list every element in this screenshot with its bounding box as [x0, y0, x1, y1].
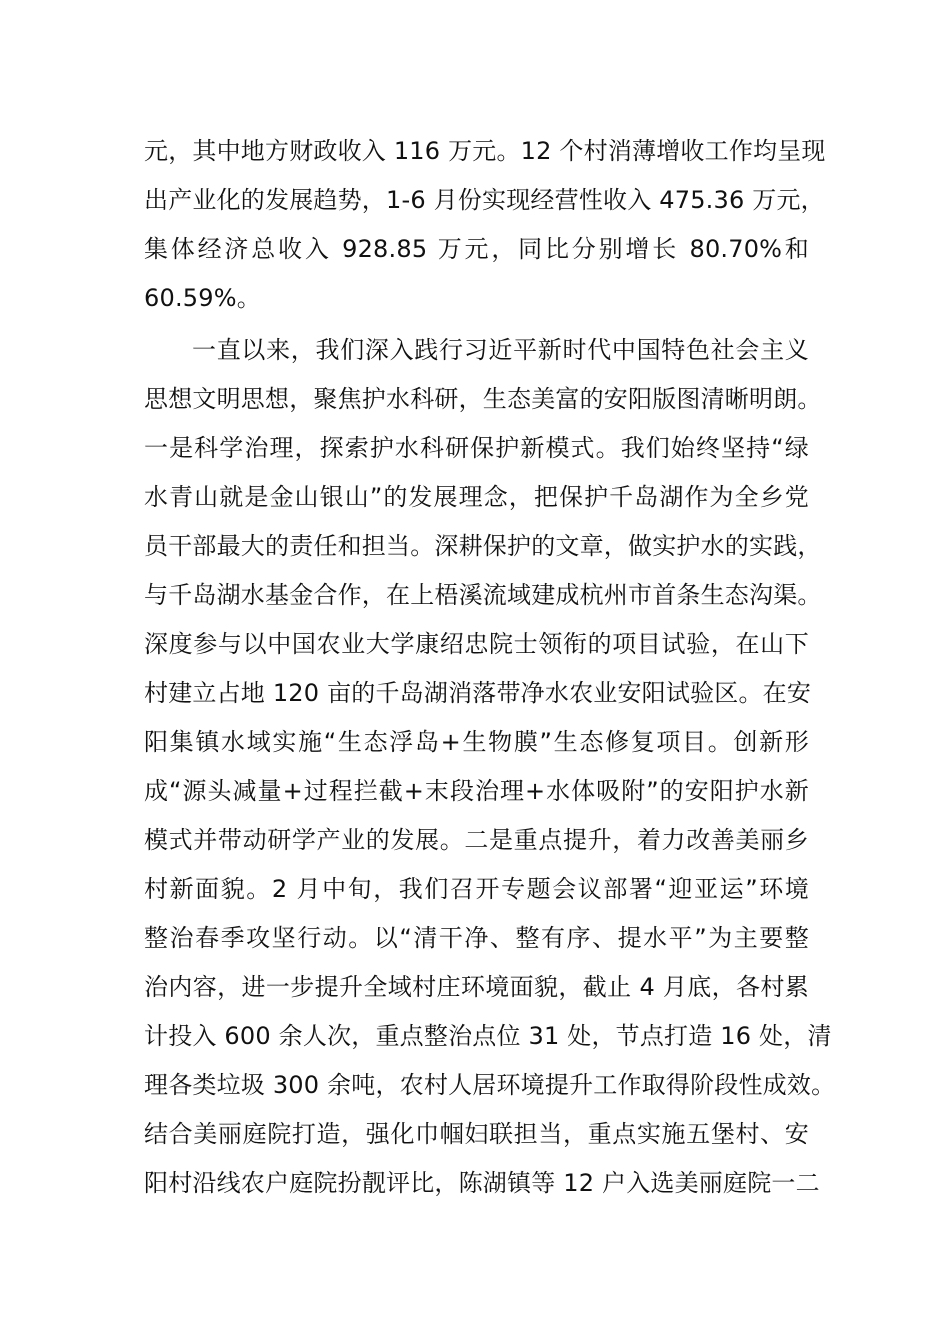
text-line: 思想文明思想，聚焦护水科研，生态美富的安阳版图清晰明朗。 [144, 385, 822, 413]
text-line: 治内容，进一步提升全域村庄环境面貌，截止 4 月底，各村累 [144, 973, 809, 1001]
text-line: 理各类垃圾 300 余吨，农村人居环境提升工作取得阶段性成效。 [144, 1071, 836, 1099]
text-line: 60.59%。 [144, 284, 261, 312]
paragraph-first-line: 一直以来，我们深入践行习近平新时代中国特色社会主义 [192, 336, 809, 364]
text-line: 阳集镇水域实施“生态浮岛+生物膜”生态修复项目。创新形 [144, 728, 809, 756]
text-line: 模式并带动研学产业的发展。二是重点提升，着力改善美丽乡 [144, 826, 809, 854]
text-line: 出产业化的发展趋势，1-6 月份实现经营性收入 475.36 万元， [144, 186, 825, 214]
text-line: 整治春季攻坚行动。以“清干净、整有序、提水平”为主要整 [144, 924, 809, 952]
text-line: 结合美丽庭院打造，强化巾帼妇联担当，重点实施五堡村、安 [144, 1120, 809, 1148]
text-line: 深度参与以中国农业大学康绍忠院士领衔的项目试验，在山下 [144, 630, 809, 658]
text-line: 计投入 600 余人次，重点整治点位 31 处，节点打造 16 处，清 [144, 1022, 832, 1050]
text-line: 集体经济总收入 928.85 万元，同比分别增长 80.70%和 [144, 235, 809, 263]
text-line: 一是科学治理，探索护水科研保护新模式。我们始终坚持“绿 [144, 434, 809, 462]
text-line: 村建立占地 120 亩的千岛湖消落带净水农业安阳试验区。在安 [144, 679, 812, 707]
text-line: 阳村沿线农户庭院扮靓评比，陈湖镇等 12 户入选美丽庭院一二 [144, 1169, 820, 1197]
text-line: 员干部最大的责任和担当。深耕保护的文章，做实护水的实践， [144, 532, 822, 560]
text-line: 成“源头减量+过程拦截+末段治理+水体吸附”的安阳护水新 [144, 777, 809, 805]
text-line: 元，其中地方财政收入 116 万元。12 个村消薄增收工作均呈现 [144, 137, 826, 165]
text-line: 与千岛湖水基金合作，在上梧溪流域建成杭州市首条生态沟渠。 [144, 581, 822, 609]
text-line: 村新面貌。2 月中旬，我们召开专题会议部署“迎亚运”环境 [144, 875, 809, 903]
text-line: 水青山就是金山银山”的发展理念，把保护千岛湖作为全乡党 [144, 483, 809, 511]
